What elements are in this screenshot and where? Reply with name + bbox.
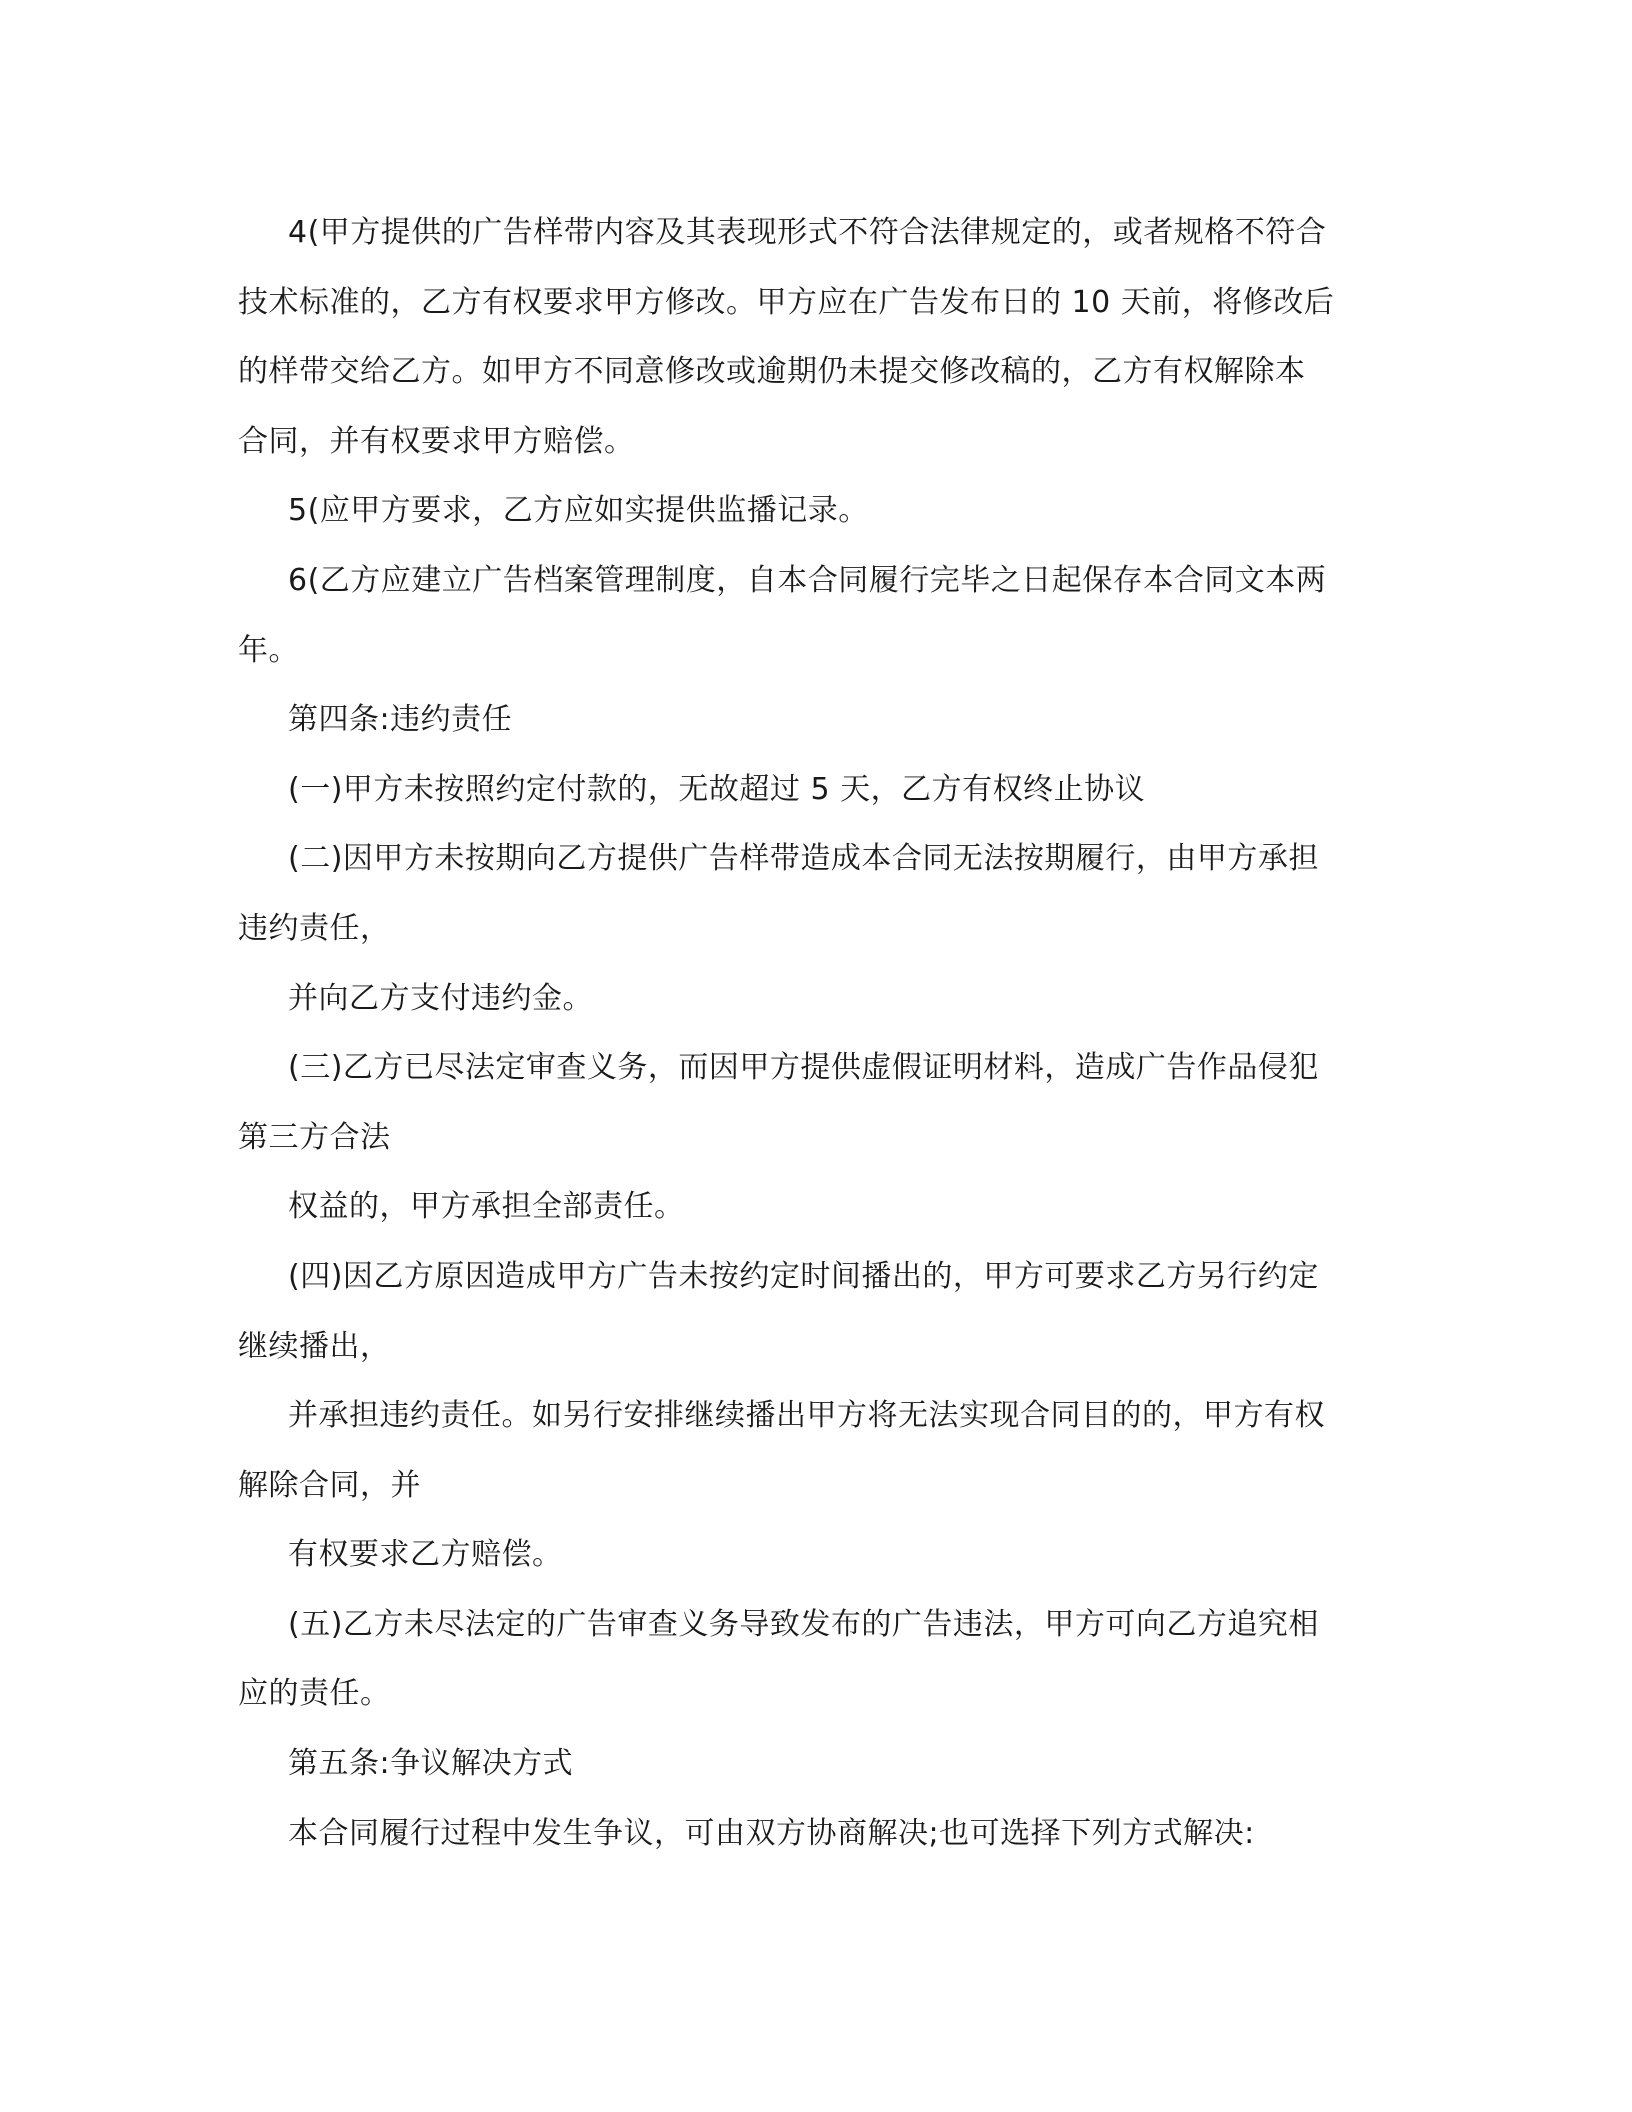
text-line: 第三方合法 [238,1119,391,1155]
liability-3-continuation [238,1172,1398,1242]
text-line: 4(甲方提供的广告样带内容及其表现形式不符合法律规定的，或者规格不符合 [288,215,1327,250]
clause-4-paragraph [238,198,1398,476]
text-line: (四)因乙方原因造成甲方广告未按约定时间播出的，甲方可要求乙方另行约定 [288,1258,1319,1294]
text-line: 有权要求乙方赔偿。 [288,1537,563,1573]
liability-1-paragraph [238,755,1398,825]
article-5-heading [238,1729,1398,1799]
liability-5-paragraph [238,1590,1398,1729]
section-heading: 第四条:违约责任 [288,702,513,738]
text-line: 解除合同，并 [238,1467,421,1503]
text-line: 继续播出， [238,1328,391,1364]
liability-4-continuation-2 [238,1520,1398,1590]
text-line: 年。 [238,632,299,668]
liability-2-continuation [238,964,1398,1034]
text-line: 权益的，甲方承担全部责任。 [288,1189,685,1225]
liability-4-paragraph [238,1242,1398,1381]
section-heading: 第五条:争议解决方式 [288,1746,574,1782]
text-line: (二)因甲方未按期向乙方提供广告样带造成本合同无法按期履行，由甲方承担 [288,841,1319,877]
text-line: (三)乙方已尽法定审查义务，而因甲方提供虚假证明材料，造成广告作品侵犯 [288,1050,1319,1086]
text-line: 本合同履行过程中发生争议，可由双方协商解决;也可选择下列方式解决: [288,1815,1255,1851]
liability-4-continuation [238,1381,1398,1520]
text-line: (五)乙方未尽法定的广告审查义务导致发布的广告违法，甲方可向乙方追究相 [288,1606,1319,1642]
document-body [238,198,1398,1868]
dispute-intro-paragraph [238,1799,1398,1869]
clause-6-paragraph [238,546,1398,685]
text-line: 违约责任， [238,910,391,946]
text-line: 的样带交给乙方。如甲方不同意修改或逾期仍未提交修改稿的，乙方有权解除本 [238,354,1306,390]
text-line: 技术标准的，乙方有权要求甲方修改。甲方应在广告发布日的 10 天前，将修改后 [238,284,1335,320]
clause-5-paragraph [238,476,1398,546]
text-line: 并承担违约责任。如另行安排继续播出甲方将无法实现合同目的的，甲方有权 [288,1398,1325,1434]
text-line: (一)甲方未按照约定付款的，无故超过 5 天，乙方有权终止协议 [288,771,1146,807]
liability-2-paragraph [238,824,1398,963]
text-line: 5(应甲方要求，乙方应如实提供监播记录。 [288,493,869,529]
article-4-heading [238,685,1398,755]
liability-3-paragraph [238,1033,1398,1172]
text-line: 合同，并有权要求甲方赔偿。 [238,423,635,459]
text-line: 并向乙方支付违约金。 [288,980,593,1016]
text-line: 6(乙方应建立广告档案管理制度，自本合同履行完毕之日起保存本合同文本两 [288,562,1327,598]
text-line: 应的责任。 [238,1676,391,1712]
